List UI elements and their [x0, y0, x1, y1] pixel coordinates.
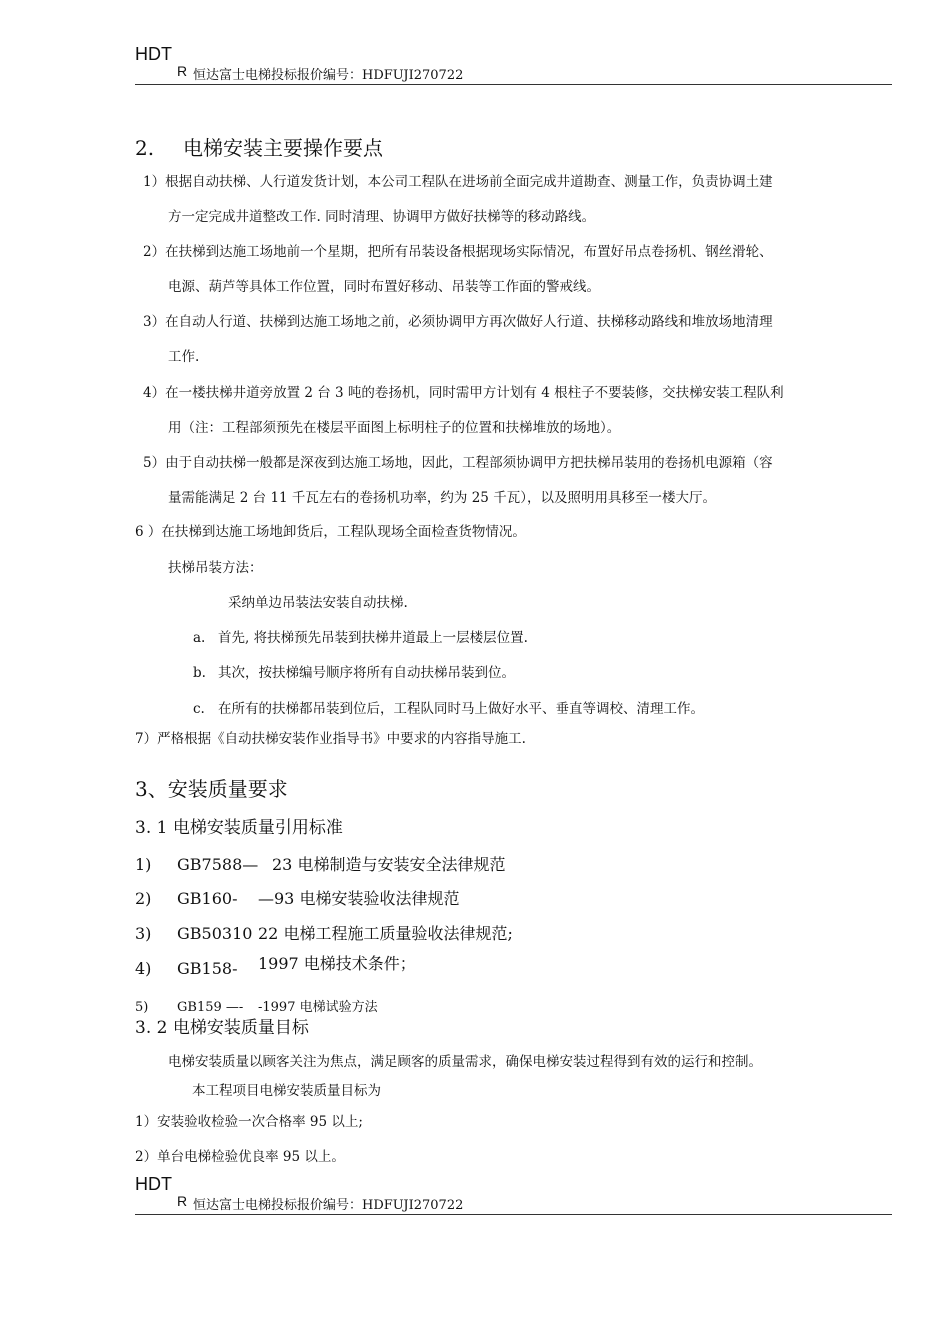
standard-4-code: GB158- [177, 959, 238, 978]
section2-item2-line1: 2）在扶梯到达施工场地前一个星期，把所有吊装设备根据现场实际情况，布置好吊点卷扬机、钢丝滑轮、 [143, 244, 773, 260]
footer-logo: HDT [135, 1174, 172, 1194]
standard-1-code: GB7588— [177, 855, 259, 874]
standard-5-code: GB159 —- [177, 1000, 244, 1015]
step-a-label: a. [193, 630, 206, 646]
page-header [135, 44, 892, 85]
method-intro: 采纳单边吊装法安装自动扶梯. [228, 595, 408, 611]
header-text: 恒达富士电梯投标报价编号：HDFUJI270722 [193, 68, 464, 83]
section2-item2-line2: 电源、葫芦等具体工作位置，同时布置好移动、吊装等工作面的警戒线。 [168, 279, 600, 295]
footer-text: 恒达富士电梯投标报价编号：HDFUJI270722 [193, 1198, 464, 1213]
standard-4-desc: 1997 电梯技术条件； [258, 954, 416, 973]
section2-item3-line2: 工作. [168, 349, 200, 365]
section2-item4-line1: 4）在一楼扶梯井道旁放置 2 台 3 吨的卷扬机，同时需甲方计划有 4 根柱子不要装修，交扶梯安装工程队利 [143, 385, 784, 401]
step-b-label: b. [193, 665, 206, 681]
step-c-text: 在所有的扶梯都吊装到位后，工程队同时马上做好水平、垂直等调校、清理工作。 [218, 701, 704, 717]
section2-item1-line2: 方一定完成井道整改工作. 同时清理、协调甲方做好扶梯等的移动路线。 [168, 209, 596, 225]
section2-title: 电梯安装主要操作要点 [183, 136, 383, 160]
quality-paragraph-1: 电梯安装质量以顾客关注为焦点，满足顾客的质量需求，确保电梯安装过程得到有效的运行和控制。 [168, 1054, 762, 1070]
quality-paragraph-2: 本工程项目电梯安装质量目标为 [192, 1083, 381, 1099]
quality-goal-1: 1）安装验收检验一次合格率 95 以上; [135, 1114, 363, 1130]
section2-item1-line1: 1）根据自动扶梯、人行道发货计划，本公司工程队在进场前全面完成井道勘查、测量工作，负责协调土建 [143, 174, 773, 190]
section3-sub1: 3. 1 电梯安装质量引用标准 [135, 818, 343, 838]
step-b-text: 其次，按扶梯编号顺序将所有自动扶梯吊装到位。 [218, 665, 515, 681]
section2-number: 2. [135, 136, 155, 160]
standard-3-num: 3) [135, 924, 152, 943]
standard-3-code: GB50310 [177, 924, 253, 943]
section2-item5-line1: 5）由于自动扶梯一般都是深夜到达施工场地，因此，工程部须协调甲方把扶梯吊装用的卷扬机电源箱（容 [143, 455, 773, 471]
standard-2-desc: —93 电梯安装验收法律规范 [258, 889, 460, 908]
footer-rule [135, 1214, 892, 1215]
standard-4-num: 4) [135, 959, 152, 978]
header-rule [135, 84, 892, 85]
page-footer [135, 1174, 892, 1215]
section2-item3-line1: 3）在自动人行道、扶梯到达施工场地之前，必须协调甲方再次做好人行道、扶梯移动路线和堆放场地清理 [143, 314, 773, 330]
section2-item7: 7）严格根据《自动扶梯安装作业指导书》中要求的内容指导施工. [135, 731, 526, 747]
standard-3-desc: 22 电梯工程施工质量验收法律规范; [258, 924, 513, 943]
standard-2-code: GB160- [177, 889, 238, 908]
section3-sub2: 3. 2 电梯安装质量目标 [135, 1018, 309, 1038]
footer-registered-mark: R [177, 1193, 188, 1209]
standard-1-num: 1) [135, 855, 152, 874]
standard-2-num: 2) [135, 889, 152, 908]
standard-5-num: 5) [135, 1000, 149, 1015]
header-logo: HDT [135, 44, 172, 64]
standard-5-desc: -1997 电梯试验方法 [258, 1000, 378, 1015]
method-title: 扶梯吊装方法： [168, 560, 263, 576]
quality-goal-2: 2）单台电梯检验优良率 95 以上。 [135, 1149, 345, 1165]
section3-title: 3、安装质量要求 [135, 777, 288, 801]
section2-item6: 6 ）在扶梯到达施工场地卸货后，工程队现场全面检查货物情况。 [135, 524, 526, 540]
section2-item4-line2: 用（注：工程部须预先在楼层平面图上标明柱子的位置和扶梯堆放的场地）。 [168, 420, 621, 436]
header-registered-mark: R [177, 63, 188, 79]
standard-1-desc: 23 电梯制造与安装安全法律规范 [272, 855, 506, 874]
step-a-text: 首先, 将扶梯预先吊装到扶梯井道最上一层楼层位置. [218, 630, 528, 646]
section2-item5-line2: 量需能满足 2 台 11 千瓦左右的卷扬机功率，约为 25 千瓦），以及照明用具移至一楼大厅。 [168, 490, 716, 506]
step-c-label: c. [193, 701, 205, 717]
